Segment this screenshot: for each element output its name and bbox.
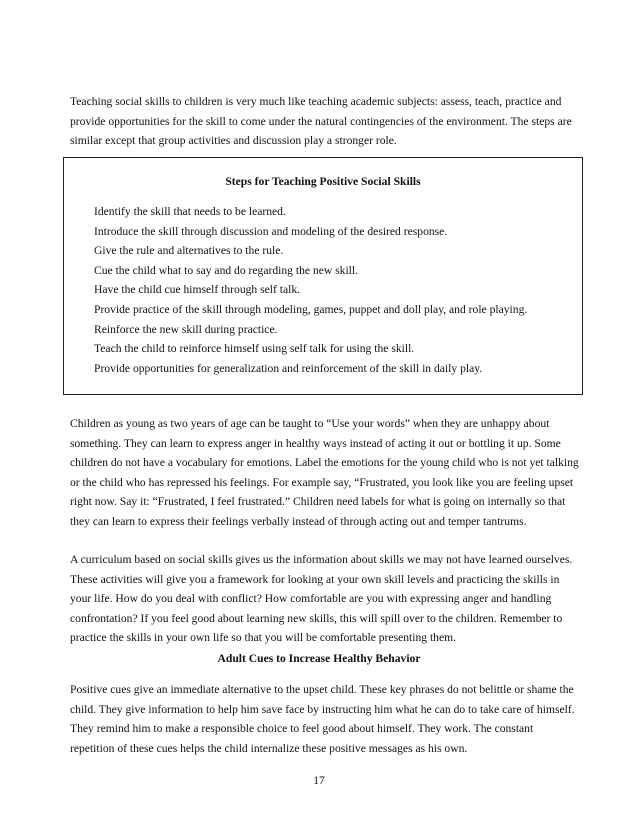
emotions-paragraph: Children as young as two years of age can be taught to “Use your words” when they are unhappy about something. They can learn to express anger in healthy ways instead of acting it out or bottling it up. Some children do not have a vocabulary for emotions. Label the emotions for the young child who is not yet talking or the child who has repressed his feelings. For example say, “Frustrated, you look like you are feeling upset right now. Say it: “Frustrated, I feel frustrated.” Children need labels for what is going on internally so that they can learn to express their feelings verbally instead of through acting out and temper tantrums. [70, 417, 579, 528]
step-item: Have the child cue himself through self talk. [94, 283, 301, 297]
step-item: Identify the skill that needs to be learned. [94, 205, 286, 218]
step-item: Cue the child what to say and do regarding the new skill. [94, 263, 359, 277]
curriculum-paragraph: A curriculum based on social skills gives us the information about skills we may not have learned ourselves. These activities will give you a framework for looking at your own skill levels and practicing the skills in your life. How do you deal with conflict? How comfortable are you with expressing anger and handling confrontation? If you feel good about learning new skills, this will spill over to the children. Remember to practice the skills in your own life so that you will be comfortable presenting them. [70, 553, 573, 644]
cues-paragraph: Positive cues give an immediate alternative to the upset child. These key phrases do not belittle or shame the child. They give information to help him save face by instructing him what he can do to take care of himself. They remind him to make a responsible choice to feel good about himself. They work. The constant repetition of these cues helps the child internalize these positive messages as his own. [70, 683, 575, 755]
section-heading: Adult Cues to Increase Healthy Behavior [217, 652, 421, 665]
step-item: Provide practice of the skill through modeling, games, puppet and doll play, and role playing. [94, 302, 528, 316]
step-item: Give the rule and alternatives to the rule. [94, 244, 284, 258]
step-item: Introduce the skill through discussion and modeling of the desired response. [94, 224, 448, 238]
page-number: 17 [313, 774, 325, 787]
intro-paragraph: Teaching social skills to children is very much like teaching academic subjects: assess, teach, practice and provide opportunities for the skill to come under the natural contingencies of the environment. The steps are similar except that group activities and discussion play a stronger role. [70, 95, 572, 147]
steps-box [63, 157, 583, 395]
steps-title: Steps for Teaching Positive Social Skills [225, 175, 421, 188]
step-item: Reinforce the new skill during practice. [94, 322, 278, 336]
step-item: Teach the child to reinforce himself using self talk for using the skill. [94, 342, 415, 356]
steps-list [94, 202, 527, 378]
step-item: Provide opportunities for generalization and reinforcement of the skill in daily play. [94, 361, 483, 375]
